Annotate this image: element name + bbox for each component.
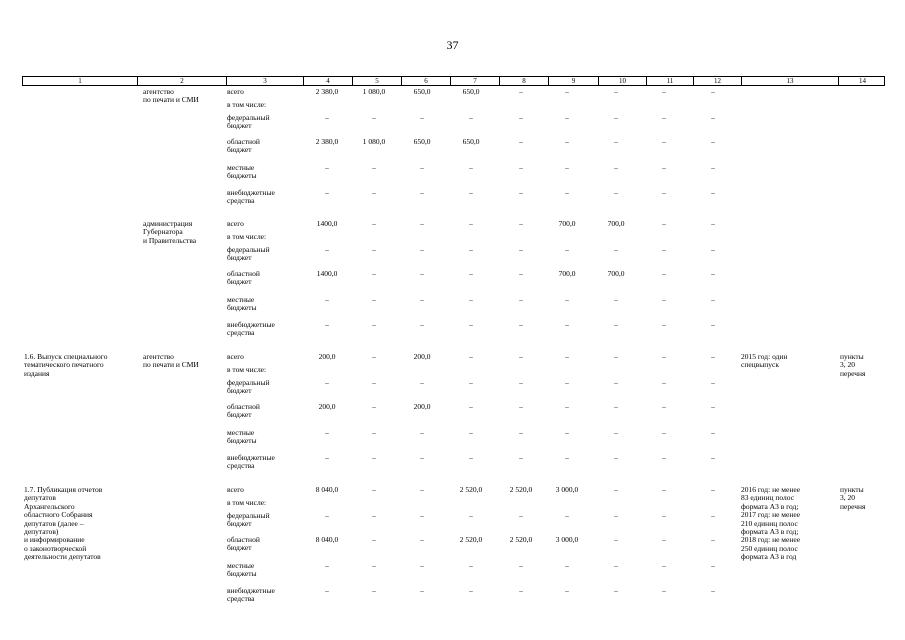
budget-value: – <box>420 428 424 437</box>
budget-value: 1400,0 <box>316 219 338 228</box>
budget-value: – <box>519 163 523 172</box>
budget-value: – <box>325 511 329 520</box>
budget-value: – <box>711 511 715 520</box>
budget-value: – <box>662 485 666 494</box>
budget-value: – <box>519 453 523 462</box>
budget-value: – <box>325 428 329 437</box>
funding-source: областной бюджет <box>227 137 260 155</box>
budget-value: 2 520,0 <box>459 535 483 544</box>
budget-value: – <box>519 320 523 329</box>
funding-source: федеральный бюджет <box>227 511 270 529</box>
budget-value: – <box>519 378 523 387</box>
funding-source: федеральный бюджет <box>227 378 270 396</box>
budget-value: – <box>420 485 424 494</box>
budget-value: – <box>420 113 424 122</box>
budget-value: – <box>662 586 666 595</box>
budget-value: – <box>711 113 715 122</box>
budget-value: – <box>469 511 473 520</box>
funding-source: областной бюджет <box>227 269 260 287</box>
budget-value: – <box>420 245 424 254</box>
budget-value: – <box>325 320 329 329</box>
budget-value: – <box>420 163 424 172</box>
executor-name: агентство по печати и СМИ <box>143 87 199 105</box>
budget-value: – <box>372 378 376 387</box>
budget-value: – <box>662 137 666 146</box>
budget-value: – <box>372 485 376 494</box>
event-name: 1.6. Выпуск специального тематического печатного издания <box>24 352 108 378</box>
budget-value: – <box>519 295 523 304</box>
budget-value: – <box>469 453 473 462</box>
budget-value: – <box>711 378 715 387</box>
budget-value: – <box>711 320 715 329</box>
budget-value: 1 080,0 <box>362 87 386 96</box>
budget-value: – <box>325 586 329 595</box>
budget-value: – <box>420 320 424 329</box>
budget-value: 650,0 <box>413 137 431 146</box>
budget-value: – <box>420 511 424 520</box>
header-col-11: 11 <box>646 77 693 85</box>
budget-value: – <box>662 163 666 172</box>
budget-value: – <box>372 320 376 329</box>
header-col-3: 3 <box>226 77 303 85</box>
budget-value: – <box>662 295 666 304</box>
budget-value: – <box>662 535 666 544</box>
funding-source: всего <box>227 485 244 494</box>
budget-value: 8 040,0 <box>315 535 339 544</box>
budget-value: 8 040,0 <box>315 485 339 494</box>
header-col-2: 2 <box>137 77 226 85</box>
budget-value: – <box>614 188 618 197</box>
funding-source: внебюджетные средства <box>227 586 275 604</box>
funding-source: внебюджетные средства <box>227 188 275 206</box>
event-name: 1.7. Публикация отчетов депутатов Архангельского областного Собрания депутатов (далее – депутатов) и информирование о законотворческой деятельности депутатов <box>24 485 103 562</box>
funding-source: в том числе: <box>227 232 267 241</box>
budget-value: – <box>420 561 424 570</box>
budget-value: – <box>372 352 376 361</box>
funding-source: внебюджетные средства <box>227 320 275 338</box>
executor-name: администрация Губернатора и Правительства <box>143 219 197 245</box>
budget-value: – <box>614 113 618 122</box>
budget-value: – <box>469 428 473 437</box>
funding-source: в том числе: <box>227 100 267 109</box>
note-text: пункты 3, 20 перечня <box>840 352 866 378</box>
result-text: 2016 год: не менее 83 единиц полос формата А3 в год; 2017 год: не менее 210 единиц полос формата А3 в год; 2018 год: не менее 250 единиц полос формата А3 в год <box>741 485 801 562</box>
budget-value: – <box>614 485 618 494</box>
budget-value: – <box>614 586 618 595</box>
budget-value: – <box>372 453 376 462</box>
budget-value: 700,0 <box>607 219 625 228</box>
header-col-10: 10 <box>598 77 646 85</box>
header-col-12: 12 <box>693 77 741 85</box>
budget-value: – <box>469 402 473 411</box>
executor-name: агентство по печати и СМИ <box>143 352 199 370</box>
budget-value: – <box>469 269 473 278</box>
budget-value: 2 380,0 <box>315 137 339 146</box>
budget-value: – <box>325 295 329 304</box>
budget-value: – <box>662 245 666 254</box>
budget-value: – <box>325 188 329 197</box>
funding-source: федеральный бюджет <box>227 245 270 263</box>
budget-value: 1400,0 <box>316 269 338 278</box>
budget-value: – <box>662 269 666 278</box>
budget-value: – <box>420 188 424 197</box>
budget-value: – <box>565 378 569 387</box>
budget-value: – <box>565 428 569 437</box>
funding-source: областной бюджет <box>227 535 260 553</box>
budget-value: – <box>469 245 473 254</box>
budget-value: 200,0 <box>413 402 431 411</box>
budget-value: – <box>711 453 715 462</box>
budget-value: – <box>565 586 569 595</box>
budget-value: – <box>372 269 376 278</box>
header-col-6: 6 <box>401 77 450 85</box>
budget-value: – <box>614 378 618 387</box>
budget-value: – <box>519 586 523 595</box>
budget-value: – <box>372 113 376 122</box>
budget-value: – <box>711 352 715 361</box>
budget-value: – <box>519 87 523 96</box>
funding-source: местные бюджеты <box>227 428 257 446</box>
budget-value: – <box>565 320 569 329</box>
budget-value: – <box>711 137 715 146</box>
budget-value: – <box>372 402 376 411</box>
budget-value: – <box>662 511 666 520</box>
budget-value: – <box>565 188 569 197</box>
header-col-9: 9 <box>548 77 598 85</box>
budget-value: – <box>469 219 473 228</box>
budget-value: – <box>372 511 376 520</box>
budget-value: – <box>614 320 618 329</box>
budget-value: – <box>711 219 715 228</box>
funding-source: местные бюджеты <box>227 295 257 313</box>
column-number-header <box>22 76 885 86</box>
budget-value: – <box>662 219 666 228</box>
budget-value: – <box>614 402 618 411</box>
budget-value: – <box>565 137 569 146</box>
budget-value: – <box>614 245 618 254</box>
budget-value: 650,0 <box>462 87 480 96</box>
header-col-8: 8 <box>499 77 548 85</box>
budget-value: – <box>565 402 569 411</box>
budget-value: 200,0 <box>413 352 431 361</box>
budget-value: – <box>372 188 376 197</box>
budget-value: – <box>372 535 376 544</box>
budget-value: 700,0 <box>558 269 576 278</box>
budget-value: – <box>711 188 715 197</box>
budget-value: – <box>614 137 618 146</box>
budget-value: – <box>711 163 715 172</box>
header-col-5: 5 <box>352 77 401 85</box>
budget-value: – <box>662 402 666 411</box>
budget-value: – <box>325 378 329 387</box>
budget-value: – <box>614 87 618 96</box>
budget-value: – <box>711 485 715 494</box>
funding-source: местные бюджеты <box>227 163 257 181</box>
budget-value: – <box>372 245 376 254</box>
budget-value: – <box>565 511 569 520</box>
page-number: 37 <box>446 38 459 52</box>
budget-value: – <box>565 245 569 254</box>
budget-value: 2 520,0 <box>509 535 533 544</box>
budget-value: – <box>325 163 329 172</box>
budget-value: – <box>372 163 376 172</box>
budget-value: – <box>420 269 424 278</box>
budget-value: – <box>565 113 569 122</box>
budget-value: 650,0 <box>413 87 431 96</box>
budget-value: – <box>614 561 618 570</box>
funding-source: всего <box>227 87 244 96</box>
budget-value: – <box>519 561 523 570</box>
budget-value: – <box>519 269 523 278</box>
budget-value: – <box>614 535 618 544</box>
funding-source: местные бюджеты <box>227 561 257 579</box>
budget-value: – <box>519 137 523 146</box>
budget-value: – <box>711 87 715 96</box>
funding-source: в том числе: <box>227 365 267 374</box>
budget-value: – <box>325 453 329 462</box>
budget-value: – <box>469 586 473 595</box>
funding-source: в том числе: <box>227 498 267 507</box>
budget-value: – <box>469 295 473 304</box>
budget-value: – <box>372 295 376 304</box>
budget-value: – <box>662 352 666 361</box>
budget-value: – <box>662 561 666 570</box>
budget-value: – <box>565 352 569 361</box>
funding-source: федеральный бюджет <box>227 113 270 131</box>
budget-value: – <box>662 428 666 437</box>
budget-value: – <box>711 428 715 437</box>
budget-value: – <box>662 188 666 197</box>
budget-value: – <box>565 295 569 304</box>
budget-value: 700,0 <box>558 219 576 228</box>
budget-value: – <box>711 269 715 278</box>
budget-value: 2 380,0 <box>315 87 339 96</box>
budget-value: – <box>372 219 376 228</box>
budget-value: – <box>372 586 376 595</box>
budget-value: – <box>711 535 715 544</box>
budget-value: – <box>614 511 618 520</box>
budget-value: 2 520,0 <box>459 485 483 494</box>
budget-value: 650,0 <box>462 137 480 146</box>
budget-value: – <box>420 453 424 462</box>
budget-value: – <box>519 245 523 254</box>
budget-value: – <box>519 188 523 197</box>
budget-value: 200,0 <box>318 402 336 411</box>
header-col-1: 1 <box>78 77 82 85</box>
header-col-7: 7 <box>450 77 499 85</box>
budget-value: – <box>420 586 424 595</box>
budget-value: – <box>469 113 473 122</box>
budget-value: – <box>420 295 424 304</box>
budget-value: – <box>325 561 329 570</box>
budget-value: – <box>662 378 666 387</box>
budget-value: – <box>325 245 329 254</box>
funding-source: всего <box>227 352 244 361</box>
budget-value: – <box>372 428 376 437</box>
budget-value: – <box>662 320 666 329</box>
result-text: 2015 год: один спецвыпуск <box>741 352 788 370</box>
budget-value: – <box>420 219 424 228</box>
budget-value: – <box>565 163 569 172</box>
budget-value: – <box>565 561 569 570</box>
budget-value: – <box>614 428 618 437</box>
budget-value: 700,0 <box>607 269 625 278</box>
budget-value: – <box>711 586 715 595</box>
budget-value: 3 000,0 <box>555 485 579 494</box>
budget-value: 1 080,0 <box>362 137 386 146</box>
budget-value: – <box>711 402 715 411</box>
budget-value: – <box>420 535 424 544</box>
header-col-4: 4 <box>303 77 352 85</box>
funding-source: внебюджетные средства <box>227 453 275 471</box>
budget-value: – <box>662 113 666 122</box>
header-col-14: 14 <box>838 77 886 85</box>
budget-value: – <box>614 295 618 304</box>
budget-value: – <box>662 87 666 96</box>
budget-value: – <box>469 163 473 172</box>
budget-value: – <box>519 219 523 228</box>
budget-value: 200,0 <box>318 352 336 361</box>
budget-value: – <box>469 320 473 329</box>
budget-value: – <box>519 511 523 520</box>
funding-source: областной бюджет <box>227 402 260 420</box>
budget-value: – <box>519 402 523 411</box>
budget-value: 3 000,0 <box>555 535 579 544</box>
budget-value: – <box>711 561 715 570</box>
note-text: пункты 3, 20 перечня <box>840 485 866 511</box>
header-col-13: 13 <box>741 77 838 85</box>
budget-value: – <box>614 453 618 462</box>
budget-value: – <box>565 453 569 462</box>
budget-value: – <box>614 163 618 172</box>
budget-value: 2 520,0 <box>509 485 533 494</box>
budget-value: – <box>614 352 618 361</box>
budget-value: – <box>469 352 473 361</box>
budget-value: – <box>519 428 523 437</box>
budget-value: – <box>711 245 715 254</box>
budget-value: – <box>519 113 523 122</box>
budget-value: – <box>469 561 473 570</box>
budget-value: – <box>565 87 569 96</box>
budget-value: – <box>711 295 715 304</box>
budget-value: – <box>372 561 376 570</box>
budget-value: – <box>662 453 666 462</box>
funding-source: всего <box>227 219 244 228</box>
budget-value: – <box>469 188 473 197</box>
budget-value: – <box>420 378 424 387</box>
budget-value: – <box>519 352 523 361</box>
budget-value: – <box>469 378 473 387</box>
budget-value: – <box>325 113 329 122</box>
